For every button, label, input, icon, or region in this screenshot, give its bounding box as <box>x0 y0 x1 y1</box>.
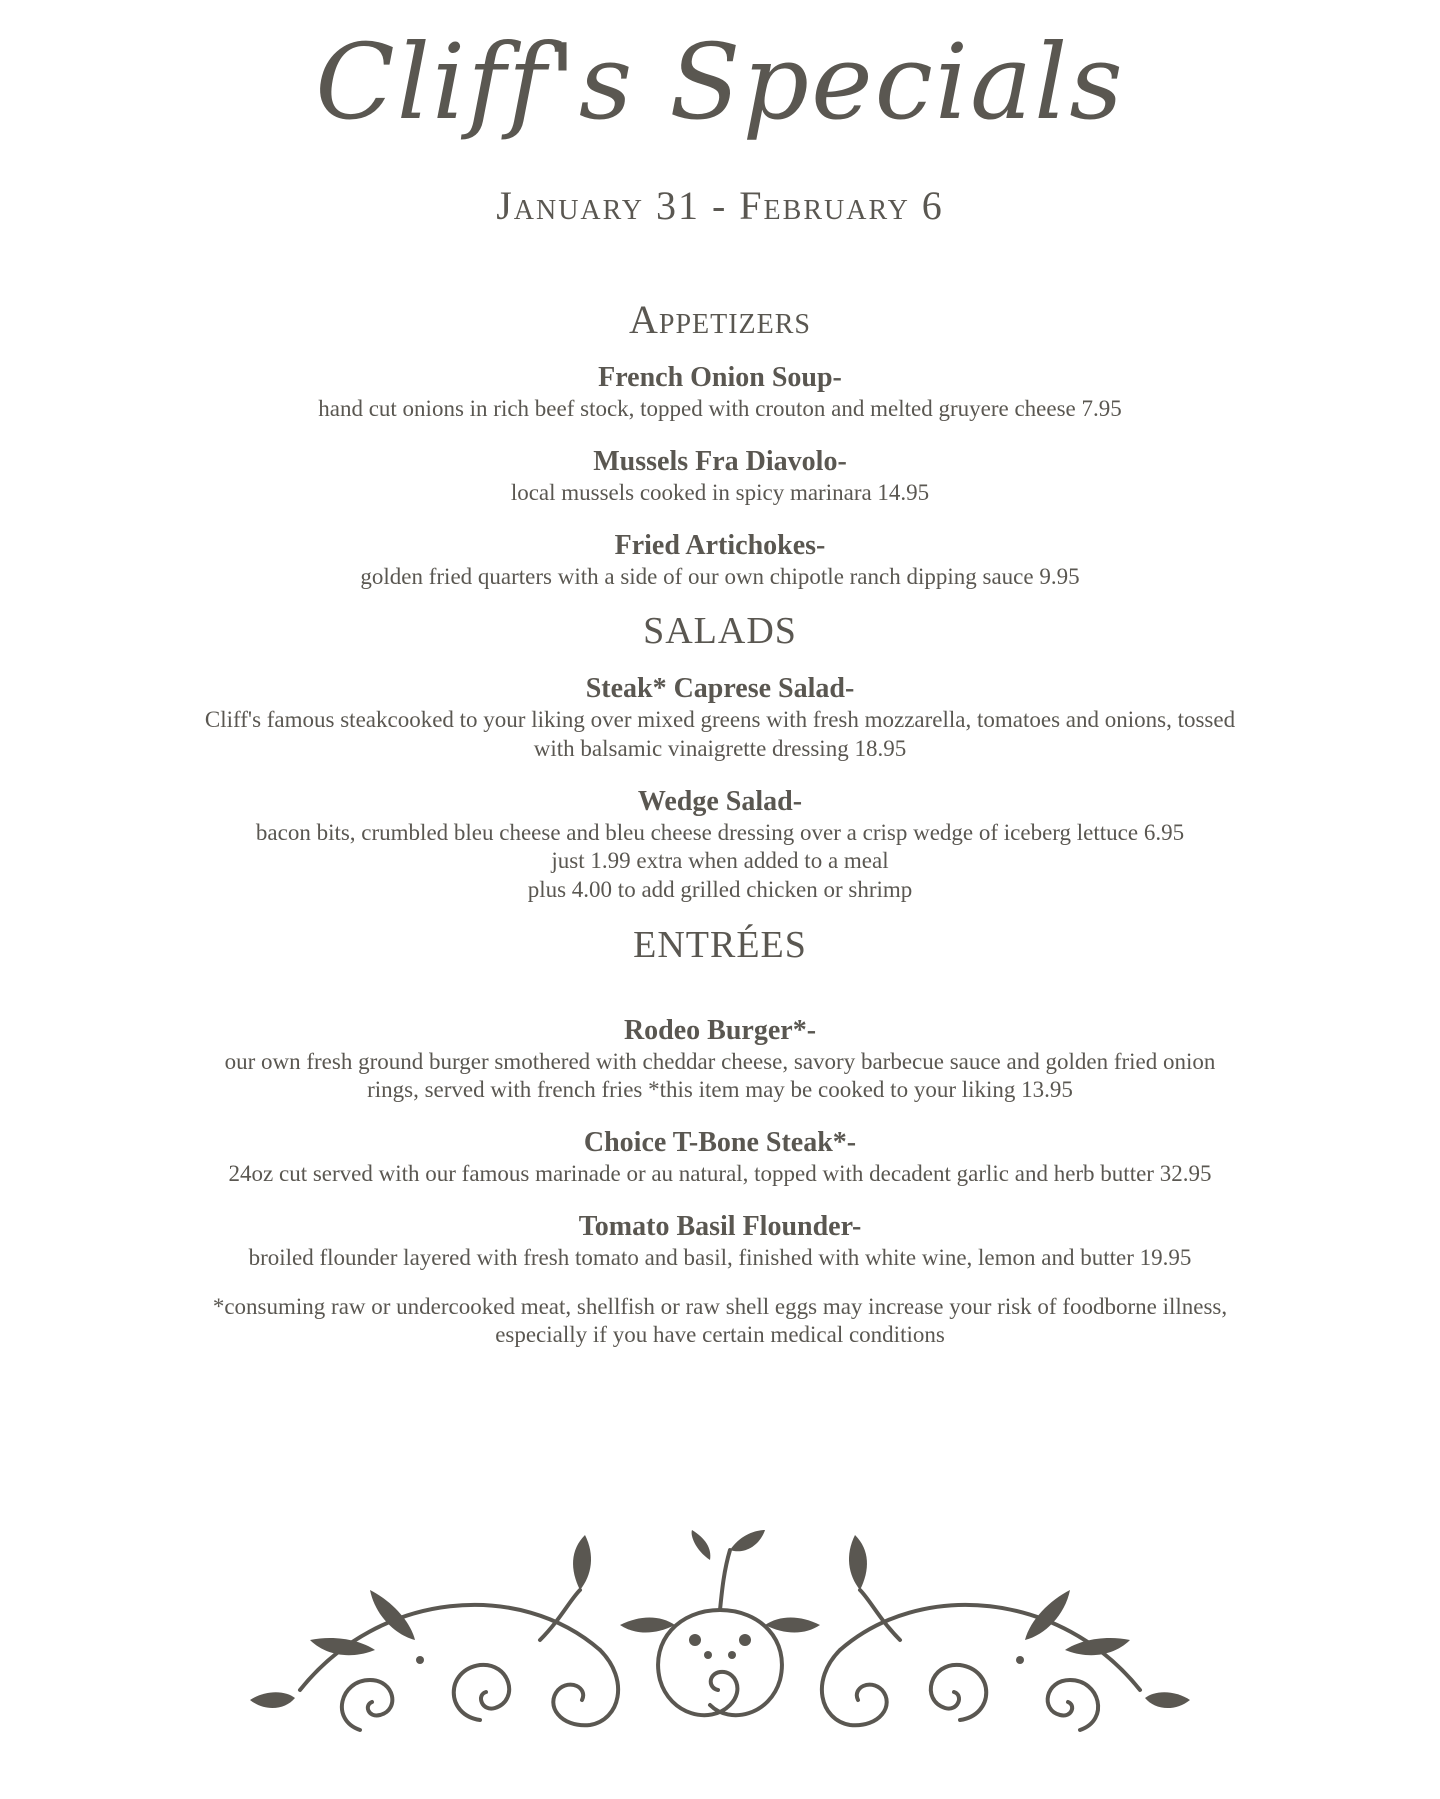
date-range: January 31 - February 6 <box>496 183 944 228</box>
menu-item <box>0 360 1440 424</box>
menu-item <box>0 1013 1440 1106</box>
item-description: Cliff's famous steakcooked to your liking over mixed greens with fresh mozzarella, tomatoes and onions, tossed with balsamic vinaigrette dressing 18.95 <box>204 707 1236 761</box>
appetizers-heading: Appetizers <box>628 297 812 342</box>
item-description: bacon bits, crumbled bleu cheese and bleu cheese dressing over a crisp wedge of iceberg lettuce 6.95 <box>255 819 1185 845</box>
food-safety-disclaimer: *consuming raw or undercooked meat, shellfish or raw shell eggs may increase your risk of foodborne illness, especially if you have certain medical conditions <box>212 1293 1228 1348</box>
menu-item <box>0 671 1440 764</box>
item-name: Choice T-Bone Steak*- <box>583 1127 857 1159</box>
item-description: hand cut onions in rich beef stock, topped with crouton and melted gruyere cheese 7.95 <box>318 396 1122 421</box>
salads-section <box>0 611 1440 905</box>
appetizers-section <box>0 298 1440 591</box>
item-description: golden fried quarters with a side of our own chipotle ranch dipping sauce 9.95 <box>360 563 1080 589</box>
item-description: our own fresh ground burger smothered with cheddar cheese, savory barbecue sauce and golden fried onion rings, served with french fries *this item may be cooked to your liking 13.95 <box>224 1048 1216 1103</box>
menu-item <box>0 528 1440 592</box>
page-title: Cliff's Specials <box>315 21 1125 143</box>
item-name: Mussels Fra Diavolo- <box>593 445 847 477</box>
item-extra-note: plus 4.00 to add grilled chicken or shrimp <box>527 877 913 903</box>
item-name: French Onion Soup- <box>598 362 842 393</box>
item-name: Wedge Salad- <box>637 785 803 817</box>
entrees-section <box>0 925 1440 1273</box>
item-name: Rodeo Burger*- <box>623 1014 817 1046</box>
menu-item <box>0 784 1440 905</box>
menu-item <box>0 444 1440 508</box>
item-extra-note: just 1.99 extra when added to a meal <box>551 848 889 874</box>
entrees-heading: ENTRÉES <box>633 923 807 966</box>
item-description: local mussels cooked in spicy marinara 14.95 <box>510 479 930 505</box>
item-name: Tomato Basil Flounder- <box>578 1210 862 1242</box>
salads-heading: SALADS <box>643 610 797 653</box>
menu-item <box>0 1209 1440 1273</box>
item-description: 24oz cut served with our famous marinade or au natural, topped with decadent garlic and herb butter 32.95 <box>228 1161 1212 1187</box>
item-name: Steak* Caprese Salad- <box>585 673 855 705</box>
menu-content <box>0 298 1440 1350</box>
item-description: broiled flounder layered with fresh tomato and basil, finished with white wine, lemon and butter 19.95 <box>248 1244 1192 1270</box>
menu-item <box>0 1125 1440 1189</box>
item-name: Fried Artichokes- <box>614 529 826 561</box>
floral-scroll-ornament-icon <box>240 1530 1200 1760</box>
